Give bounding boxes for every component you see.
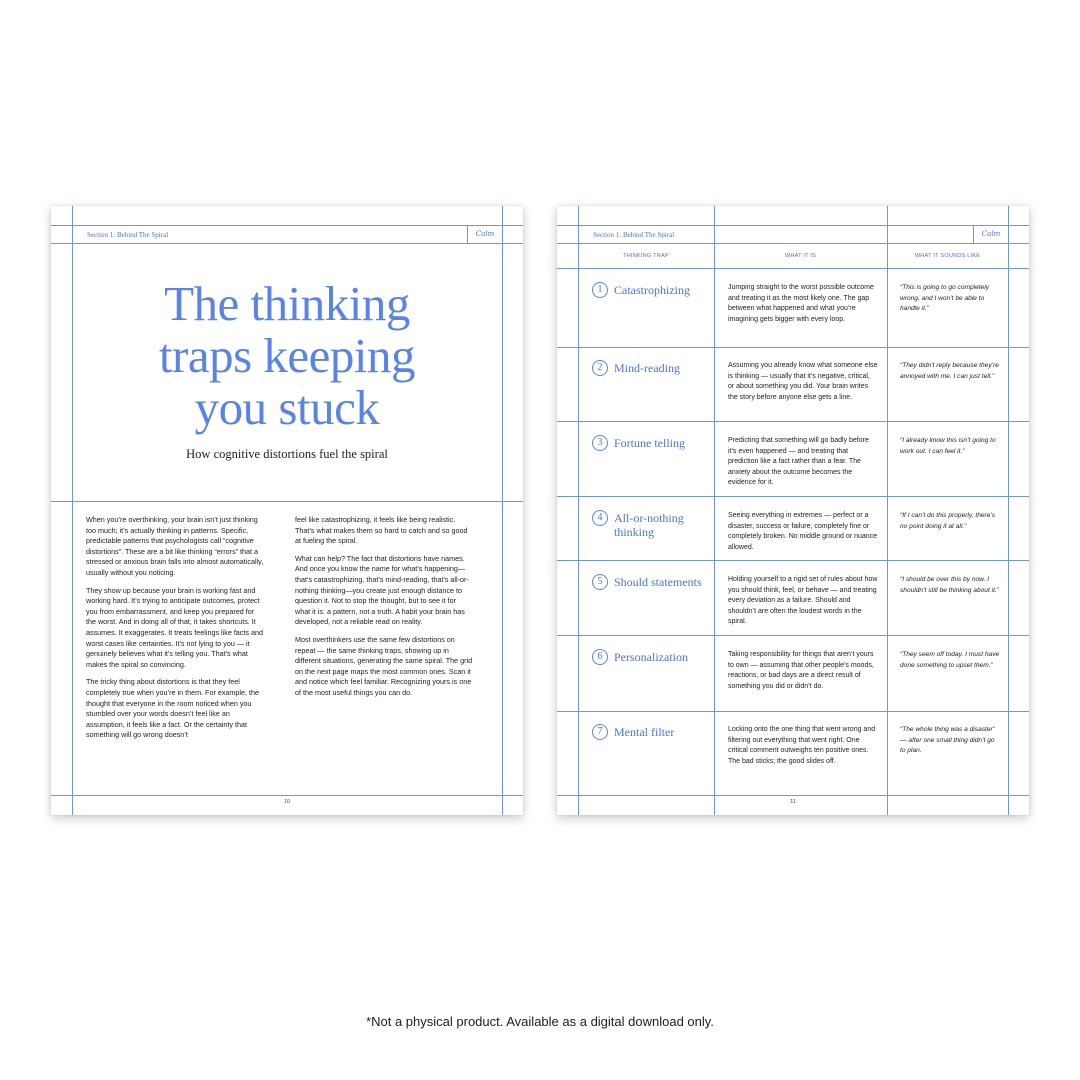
calm-logo	[467, 225, 502, 243]
trap-description: Taking responsibility for things that aren’t yours to own — assuming that other people’s moods, reactions, or bad days are a direct result of something you did or didn’t do.	[728, 651, 874, 690]
guide-line	[578, 206, 579, 815]
page-number: 11	[790, 799, 796, 805]
logo-text: Calm	[475, 230, 495, 238]
trap-name: Fortune telling	[614, 436, 685, 450]
trap-cell	[592, 510, 710, 539]
calm-logo	[973, 225, 1008, 243]
trap-name: All-or-nothing thinking	[614, 511, 684, 539]
guide-line	[557, 560, 1029, 561]
trap-cell	[592, 649, 710, 665]
trap-cell	[592, 282, 710, 298]
body-paragraph: They show up because your brain is working fast and working hard. It’s trying to anticipate outcomes, protect you from embarrassment, and keep you prepared for the worst. And in doing all of that, it takes shortcuts. It assumes. It exaggerates. It treats feelings like facts and worst cases like certainties. It’s not lying to you — it genuinely believes what it’s telling you. That’s what makes the spiral so convincing.	[86, 585, 263, 669]
trap-quote: “They didn’t reply because they’re annoyed with me. I can just tell.”	[900, 362, 999, 380]
body-column-2	[295, 515, 473, 706]
row-number: 2	[592, 360, 608, 376]
trap-description: Holding yourself to a rigid set of rules about how you should think, feel, or behave — and treating every deviation as a failure. Should and shouldn’t are often the loudest words in the spiral.	[728, 576, 878, 626]
body-paragraph: feel like catastrophizing, it feels like being realistic. That’s what makes them so hard to catch and so good at fueling the spiral.	[295, 515, 468, 546]
guide-line	[1008, 206, 1009, 815]
column-header-what-it-sounds-like: WHAT IT SOUNDS LIKE	[914, 253, 981, 259]
title-line: you stuck	[194, 380, 380, 435]
page-subtitle: How cognitive distortions fuel the spiral	[186, 447, 388, 461]
row-number: 1	[592, 282, 608, 298]
guide-line	[887, 206, 888, 815]
trap-cell	[592, 360, 710, 376]
guide-line	[557, 347, 1029, 348]
trap-quote: “I should be over this by now. I shouldn’t still be thinking about it.”	[900, 576, 999, 594]
title-line: traps keeping	[158, 328, 416, 383]
guide-line	[557, 225, 1029, 226]
trap-cell	[592, 574, 710, 590]
trap-quote: “This is going to go completely wrong, and I won’t be able to handle it.”	[900, 284, 990, 313]
row-number: 3	[592, 435, 608, 451]
right-page	[557, 206, 1029, 815]
guide-line	[51, 225, 523, 226]
body-column-1	[86, 515, 264, 748]
column-header-what-it-is: WHAT IT IS	[784, 253, 817, 259]
guide-line	[502, 206, 503, 815]
trap-quote: “If I can’t do this properly, there’s no point doing it at all.”	[900, 512, 996, 530]
row-number: 6	[592, 649, 608, 665]
guide-line	[557, 243, 1029, 244]
guide-line	[557, 268, 1029, 269]
trap-quote: “I already know this isn’t going to work out. I can feel it.”	[900, 437, 996, 455]
trap-cell	[592, 435, 710, 451]
trap-description: Jumping straight to the worst possible outcome and treating it as the most likely one. The gap between what happened and what you’re imagining gets bigger with every loop.	[728, 284, 874, 323]
row-number: 7	[592, 724, 608, 740]
row-number: 5	[592, 574, 608, 590]
body-paragraph: What can help? The fact that distortions have names. And once you know the name for what’s happening—that’s catastrophizing, that’s mind-reading, that’s all-or-nothing thinking—you create just enough distance to question it. Not to stop the thought, but to see it for what it is: a pattern, not a truth. A habit your brain has developed, not a reliable read on reality.	[295, 553, 469, 627]
trap-cell	[592, 724, 710, 740]
guide-line	[51, 243, 523, 244]
body-paragraph: Most overthinkers use the same few distortions on repeat — the same thinking traps, showing up in different situations, generating the same spiral. The grid on the next page maps the most common ones. Scan it and notice which feel familiar. Recognizing yours is one of the most useful things you can do.	[295, 634, 473, 697]
left-page	[51, 206, 523, 815]
disclaimer-text: *Not a physical product. Available as a digital download only.	[366, 1014, 714, 1029]
guide-line	[557, 635, 1029, 636]
page-number: 10	[284, 799, 290, 805]
trap-name: Should statements	[614, 575, 702, 589]
trap-name: Mental filter	[614, 725, 675, 739]
trap-description: Predicting that something will go badly before it’s even happened — and treating that prediction like a fact rather than a fear. The anxiety about the outcome becomes the evidence for it.	[728, 437, 869, 487]
trap-quote: “The whole thing was a disaster” — after one small thing didn’t go to plan.	[900, 726, 995, 755]
trap-description: Assuming you already know what someone else is thinking — usually that it’s negative, critical, or about something you did. Your brain writes the story before anyone else gets a line.	[728, 362, 878, 401]
trap-quote: “They seem off today. I must have done something to upset them.”	[900, 651, 1000, 669]
row-number: 4	[592, 510, 608, 526]
title-line: The thinking	[164, 276, 410, 331]
body-paragraph: When you’re overthinking, your brain isn’t just thinking too much; it’s actually thinking in patterns. Specific, predictable patterns that psychologists call “cognitive distortions”. These are a bit like thinking “errors” that a stressed or anxious brain falls into almost automatically, usually without you noticing.	[86, 515, 264, 577]
running-head: Section 1: Behind The Spiral	[87, 231, 169, 239]
guide-line	[714, 206, 715, 815]
guide-line	[51, 795, 523, 796]
trap-name: Personalization	[614, 650, 688, 664]
trap-description: Seeing everything in extremes — perfect or a disaster, success or failure, completely fine or completely broken. No middle ground or nuance allowed.	[728, 512, 878, 551]
page-title	[73, 278, 501, 434]
guide-line	[557, 711, 1029, 712]
logo-text: Calm	[981, 230, 1001, 238]
running-head: Section 1: Behind The Spiral	[593, 231, 675, 239]
guide-line	[557, 496, 1029, 497]
guide-line	[51, 501, 523, 502]
guide-line	[557, 795, 1029, 796]
trap-description: Locking onto the one thing that went wrong and filtering out everything that went right. One critical comment outweighs ten positive ones. The bad sticks; the good slides off.	[728, 726, 876, 765]
column-header-thinking-trap: THINKING TRAP	[623, 253, 669, 259]
trap-name: Mind-reading	[614, 361, 680, 375]
trap-name: Catastrophizing	[614, 283, 690, 297]
guide-line	[557, 421, 1029, 422]
body-paragraph: The tricky thing about distortions is that they feel completely true when you’re in them. For example, the thought that everyone in the room noticed when you stumbled over your words doesn’t feel like an assumption, it feels like a fact. Or the certainty that something will go wrong doesn’t	[86, 677, 259, 740]
